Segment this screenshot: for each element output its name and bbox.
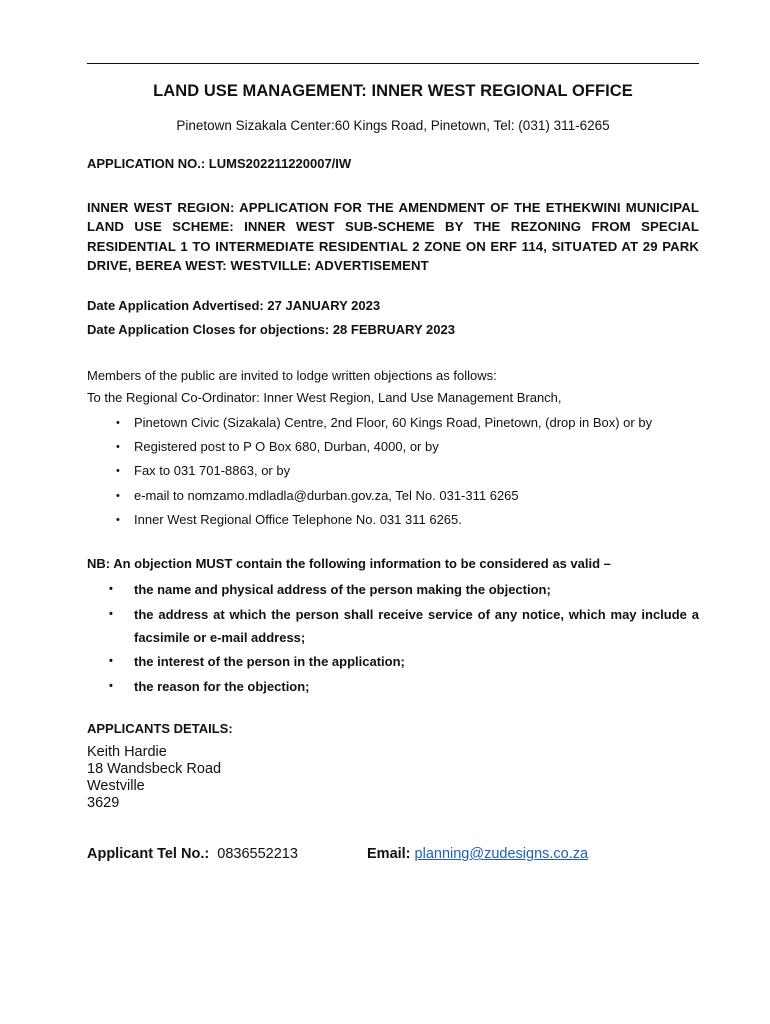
bullet-icon: • [116, 417, 120, 429]
method-text: Inner West Regional Office Telephone No. 031 311 6265. [134, 511, 462, 527]
document-title: LAND USE MANAGEMENT: INNER WEST REGIONAL OFFICE [153, 82, 633, 100]
method-text: Fax to 031 701-8863, or by [134, 463, 291, 479]
applicant-email [367, 846, 588, 862]
applicant-street: 18 Wandsbeck Road [87, 761, 222, 777]
requirement-text: the name and physical address of the person making the objection; [134, 582, 551, 597]
list-item [87, 675, 699, 698]
tel-label: Applicant Tel No.: [87, 846, 210, 862]
applicant-tel [87, 846, 298, 862]
method-text: Registered post to P O Box 680, Durban, 4000, or by [134, 439, 439, 455]
intro-line-1: Members of the public are invited to lodge written objections as follows: [87, 368, 497, 383]
bullet-icon: • [116, 489, 120, 502]
applicant-suburb: Westville [87, 778, 145, 794]
list-item [87, 578, 699, 601]
list-item [87, 603, 699, 649]
requirements-list [87, 578, 699, 699]
bullet-icon: • [109, 583, 113, 595]
application-heading: INNER WEST REGION: APPLICATION FOR THE AMENDMENT OF THE ETHEKWINI MUNICIPAL LAND USE SCHEME: INNER WEST SUB-SCHEME BY THE REZONING FROM SPECIAL RESIDENTIAL 1 TO INTERMEDIATE RESIDENTIAL 2 ZONE ON ERF 114, SITUATED AT 29 PARK DRIVE, BEREA WEST: WESTVILLE: ADVERTISEMENT [87, 200, 699, 274]
applicant-postcode: 3629 [87, 795, 120, 811]
bullet-icon: • [116, 465, 120, 478]
intro-line-2: To the Regional Co-Ordinator: Inner West Region, Land Use Management Branch, [87, 390, 562, 405]
applicant-address-block [87, 744, 221, 812]
list-item [87, 508, 699, 532]
email-label: Email: [367, 846, 411, 862]
bullet-icon: • [109, 679, 113, 692]
requirement-text: the interest of the person in the application; [134, 654, 405, 669]
applicants-heading: APPLICANTS DETAILS: [87, 721, 233, 736]
list-item [87, 459, 699, 483]
list-item [87, 435, 699, 459]
bullet-icon: • [109, 607, 113, 620]
list-item [87, 484, 699, 508]
list-item [87, 411, 699, 435]
bullet-icon: • [116, 513, 120, 526]
date-closes: Date Application Closes for objections: 28 FEBRUARY 2023 [87, 322, 455, 337]
bullet-icon: • [116, 441, 120, 454]
requirement-text: the reason for the objection; [134, 678, 310, 694]
bullet-icon: • [109, 655, 113, 667]
header-rule [87, 63, 699, 64]
list-item [87, 650, 699, 673]
method-text: e-mail to nomzamo.mdladla@durban.gov.za, Tel No. 031-311 6265 [134, 487, 519, 503]
method-text: Pinetown Civic (Sizakala) Centre, 2nd Floor, 60 Kings Road, Pinetown, (drop in Box) or by [134, 415, 653, 430]
tel-value: 0836552213 [217, 846, 298, 862]
date-advertised: Date Application Advertised: 27 JANUARY 2023 [87, 298, 381, 313]
email-link[interactable]: planning@zudesigns.co.za [414, 846, 589, 862]
applicant-name: Keith Hardie [87, 744, 167, 760]
objection-methods-list [87, 411, 699, 532]
application-number: APPLICATION NO.: LUMS202211220007/IW [87, 156, 352, 171]
nb-notice: NB: An objection MUST contain the following information to be considered as valid – [87, 556, 611, 571]
requirement-text: the address at which the person shall receive service of any notice, which may include a facsimile or e-mail address; [134, 606, 699, 645]
office-address: Pinetown Sizakala Center:60 Kings Road, Pinetown, Tel: (031) 311-6265 [176, 118, 610, 133]
